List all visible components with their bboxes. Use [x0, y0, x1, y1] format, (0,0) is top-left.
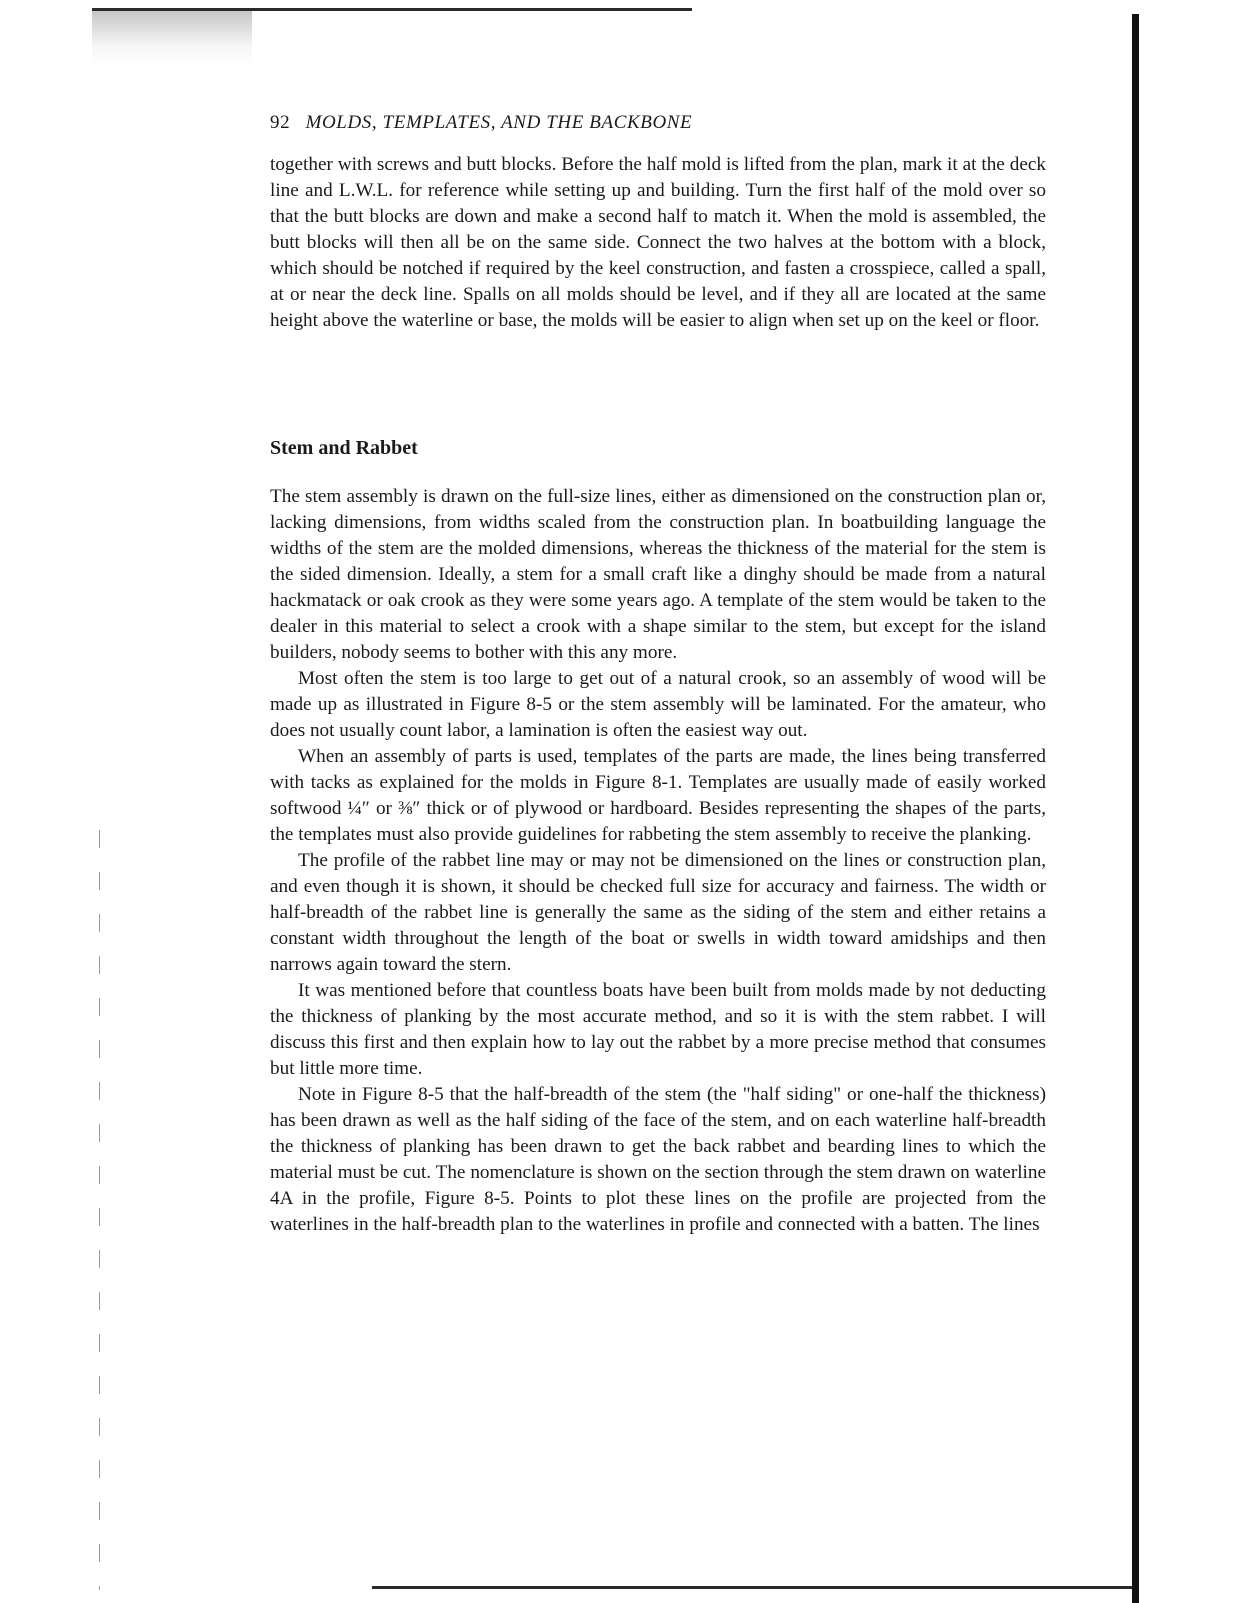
- page-number: 92: [270, 112, 291, 133]
- section-body: [270, 484, 1046, 1238]
- scan-left-artifact: [99, 830, 100, 1590]
- running-head: [270, 112, 692, 134]
- section-heading: Stem and Rabbet: [270, 437, 418, 459]
- scan-smudge: [92, 11, 252, 66]
- scan-bottom-rule: [372, 1586, 1132, 1589]
- chapter-title: MOLDS, TEMPLATES, AND THE BACKBONE: [305, 112, 693, 133]
- paragraph: together with screws and butt blocks. Before the half mold is lifted from the plan, mark it at the deck line and L.W.L. for reference while setting up and building. Turn the first half of the mold over so that the butt blocks are down and make a second half to match it. When the mold is assembled, the butt blocks will then all be on the same side. Connect the two halves at the bottom with a block, which should be notched if required by the keel construction, and fasten a crosspiece, called a spall, at or near the deck line. Spalls on all molds should be level, and if they all are located at the same height above the waterline or base, the molds will be easier to align when set up on the keel or floor.: [270, 154, 1046, 331]
- paragraph: Most often the stem is too large to get out of a natural crook, so an assembly of wood will be made up as illustrated in Figure 8-5 or the stem assembly will be laminated. For the amateur, who does not usually count labor, a lamination is often the easiest way out.: [270, 668, 1046, 741]
- paragraph: Note in Figure 8-5 that the half-breadth of the stem (the "half siding" or one-half the thickness) has been drawn as well as the half siding of the face of the stem, and on each waterline half-breadth the thickness of planking has been drawn to get the back rabbet and bearding lines to which the material must be cut. The nomenclature is shown on the section through the stem drawn on waterline 4A in the profile, Figure 8-5. Points to plot these lines on the profile are projected from the waterlines in the half-breadth plan to the waterlines in profile and connected with a batten. The lines: [270, 1084, 1046, 1235]
- paragraph: The stem assembly is drawn on the full-size lines, either as dimensioned on the construction plan or, lacking dimensions, from widths scaled from the construction plan. In boatbuilding language the widths of the stem are the molded dimensions, whereas the thickness of the material for the stem is the sided dimension. Ideally, a stem for a small craft like a dinghy should be made from a natural hackmatack or oak crook as they were some years ago. A template of the stem would be taken to the dealer in this material to select a crook with a shape similar to the stem, but except for the island builders, nobody seems to bother with this any more.: [270, 486, 1046, 663]
- paragraph: The profile of the rabbet line may or may not be dimensioned on the lines or construction plan, and even though it is shown, it should be checked full size for accuracy and fairness. The width or half-breadth of the rabbet line is generally the same as the siding of the stem and either retains a constant width throughout the length of the boat or swells in width toward amidships and then narrows again toward the stern.: [270, 850, 1046, 975]
- paragraph: It was mentioned before that countless boats have been built from molds made by not deducting the thickness of planking by the most accurate method, and so it is with the stem rabbet. I will discuss this first and then explain how to lay out the rabbet by a more precise method that consumes but little more time.: [270, 980, 1046, 1079]
- continued-paragraph-block: [270, 152, 1046, 334]
- page-right-edge: [1132, 14, 1139, 1603]
- paragraph: When an assembly of parts is used, templates of the parts are made, the lines being transferred with tacks as explained for the molds in Figure 8-1. Templates are usually made of easily worked softwood ¼″ or ⅜″ thick or of plywood or hardboard. Besides representing the shapes of the parts, the templates must also provide guidelines for rabbeting the stem assembly to receive the planking.: [270, 746, 1046, 845]
